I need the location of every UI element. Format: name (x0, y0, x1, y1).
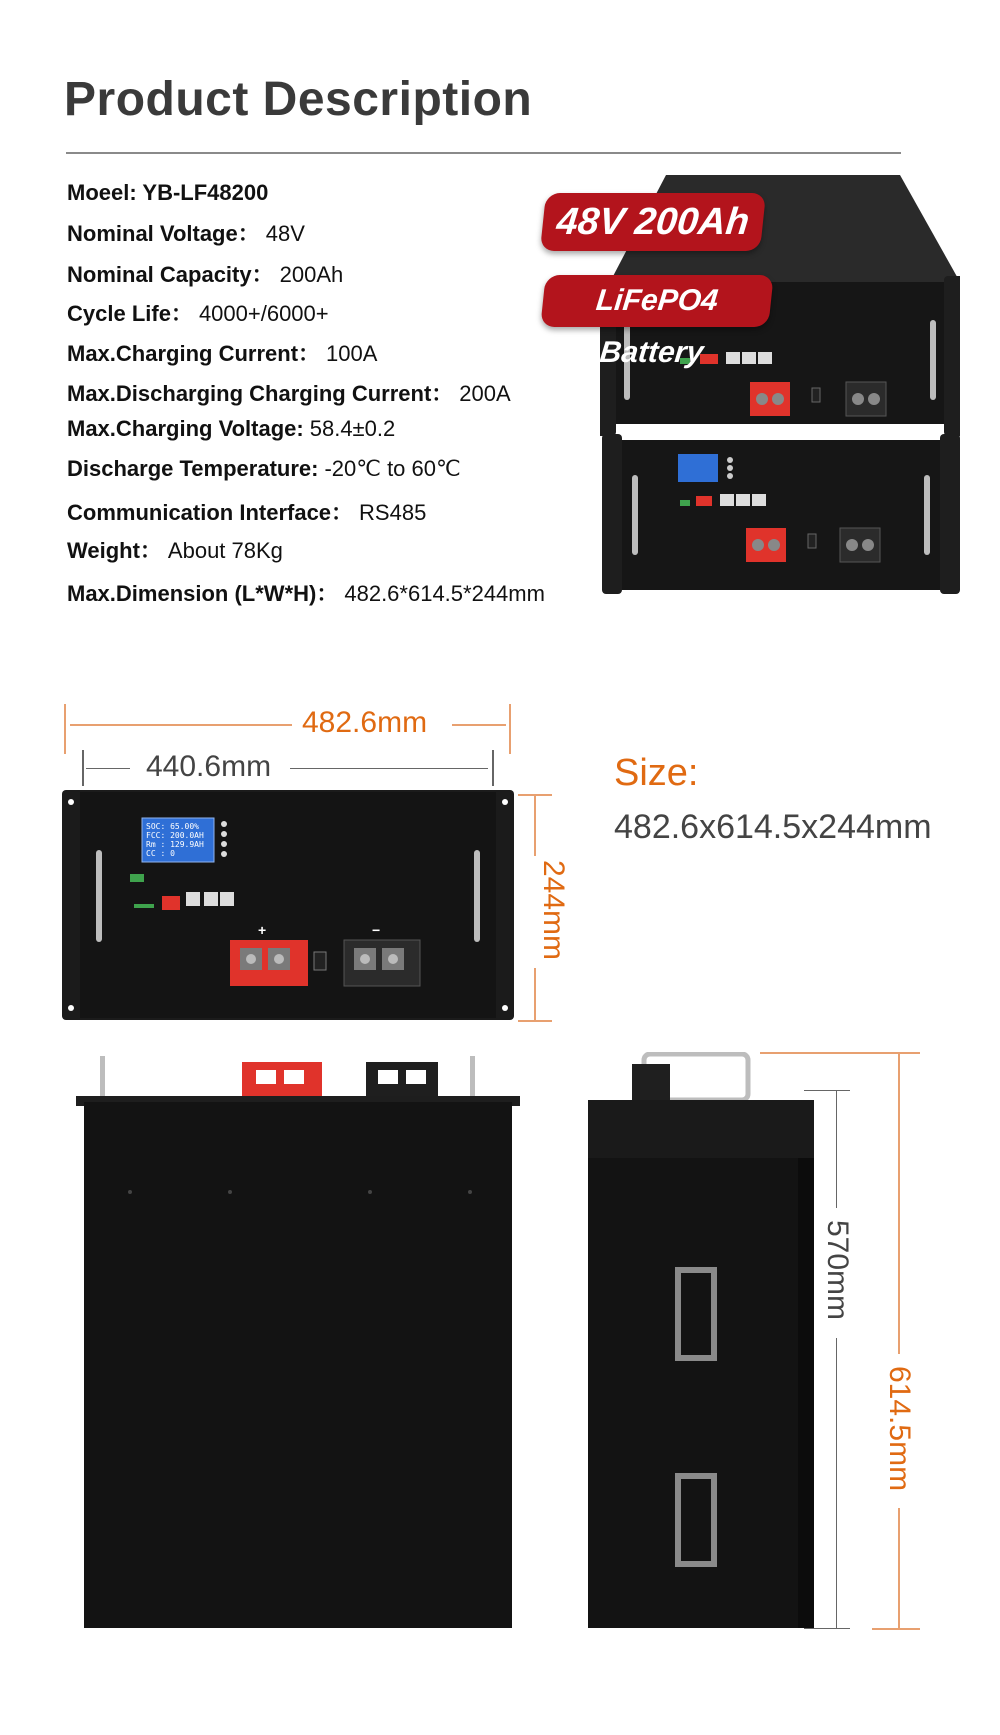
chemistry-badge: LiFePO4 Battery (540, 275, 773, 327)
spec-max-dimension: Max.Dimension (L*W*H)： 482.6*614.5*244mm (67, 581, 545, 606)
body-depth-line-bottom (836, 1338, 837, 1628)
spec-max-charging-current: Max.Charging Current： 100A (67, 341, 378, 366)
height-label: 244mm (537, 860, 570, 961)
overall-depth-tick-top (760, 1052, 920, 1054)
body-depth-label: 570mm (821, 1220, 854, 1321)
inner-width-tick-right (492, 750, 494, 786)
front-view (62, 790, 514, 1020)
spec-model: Moeel: YB-LF48200 (67, 180, 269, 205)
body-depth-tick-bottom (804, 1628, 850, 1629)
overall-depth-label: 614.5mm (883, 1366, 916, 1492)
overall-depth-tick-bottom (872, 1628, 920, 1630)
page-title: Product Description (64, 73, 533, 126)
title-divider (66, 152, 901, 154)
inner-width-line-right (290, 768, 488, 769)
size-label: Size: (614, 752, 699, 794)
spec-nominal-voltage: Nominal Voltage： 48V (67, 221, 305, 246)
spec-discharge-temperature: Discharge Temperature: -20℃ to 60℃ (67, 456, 461, 481)
spec-max-charging-voltage: Max.Charging Voltage: 58.4±0.2 (67, 416, 396, 441)
positive-terminal-label: + (258, 922, 267, 938)
spec-weight: Weight： About 78Kg (67, 538, 283, 563)
spec-max-discharging-current: Max.Discharging Charging Current： 200A (67, 381, 511, 406)
height-line-bottom (534, 968, 536, 1020)
inner-width-label: 440.6mm (146, 750, 272, 783)
body-depth-line-top (836, 1090, 837, 1208)
lcd-readout: SOC: 65.00% FCC: 200.0AH Rm : 129.9AH CC : 0 (146, 822, 204, 858)
inner-width-line-left (86, 768, 130, 769)
overall-width-tick-left (64, 704, 66, 754)
top-view (70, 1052, 530, 1630)
overall-width-line-right (452, 724, 506, 726)
overall-depth-line-bottom (898, 1508, 900, 1628)
spec-communication-interface: Communication Interface： RS485 (67, 500, 427, 525)
spec-nominal-capacity: Nominal Capacity： 200Ah (67, 262, 344, 287)
battery-side-view (588, 1052, 818, 1630)
inner-width-tick-left (82, 750, 84, 786)
battery-top-view (70, 1052, 530, 1630)
height-tick-bottom (518, 1020, 552, 1022)
voltage-capacity-badge: 48V 200Ah (540, 193, 766, 251)
size-value: 482.6x614.5x244mm (614, 808, 932, 846)
side-view (588, 1052, 818, 1630)
overall-width-label: 482.6mm (302, 706, 428, 739)
overall-width-line-left (70, 724, 292, 726)
spec-cycle-life: Cycle Life： 4000+/6000+ (67, 301, 329, 326)
body-depth-tick-top (804, 1090, 850, 1091)
height-line-top (534, 796, 536, 856)
battery-front-panel (62, 790, 514, 1020)
overall-width-tick-right (509, 704, 511, 754)
overall-depth-line-top (898, 1054, 900, 1354)
negative-terminal-label: − (372, 922, 381, 938)
